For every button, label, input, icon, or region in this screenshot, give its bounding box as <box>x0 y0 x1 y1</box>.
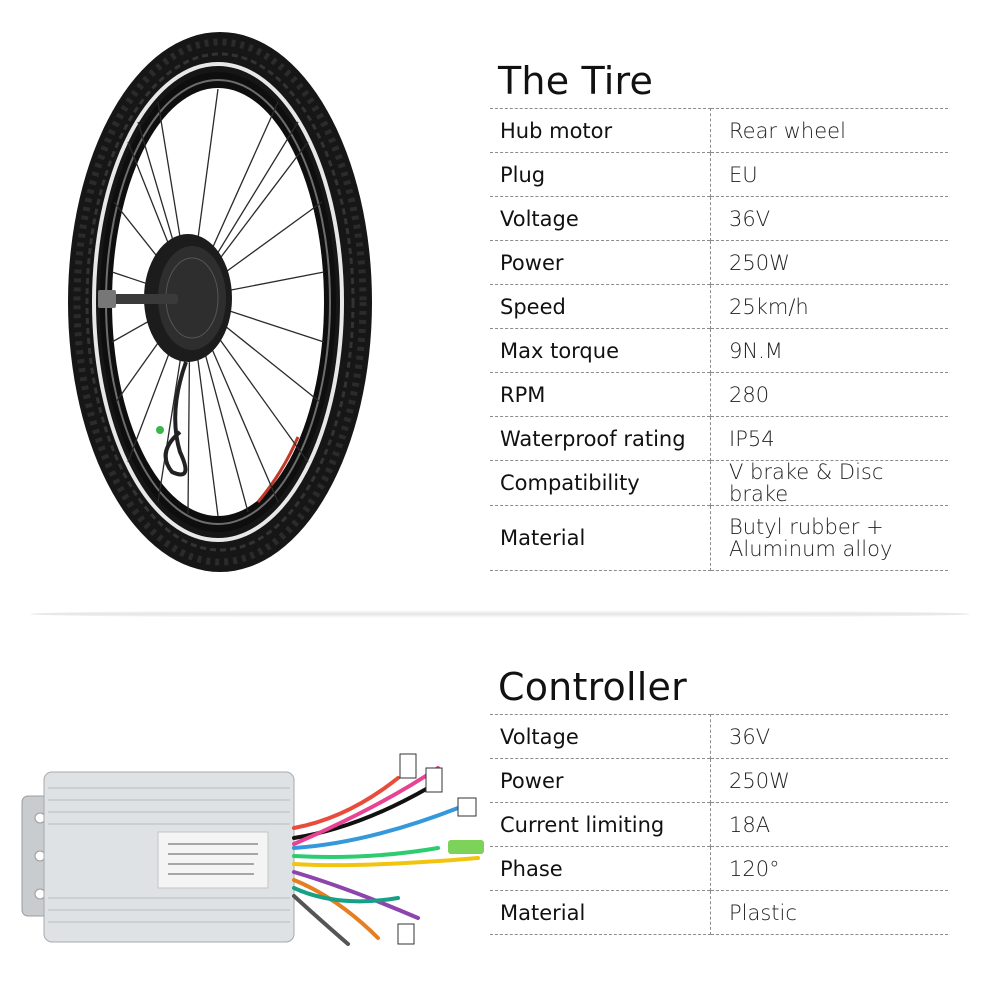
spec-label: Phase <box>490 847 711 891</box>
spec-label: Max torque <box>490 329 711 373</box>
spec-value-line: Butyl rubber + <box>729 515 884 539</box>
table-row <box>490 715 948 759</box>
spec-label: RPM <box>490 373 711 417</box>
table-row <box>490 506 948 571</box>
spec-value: EU <box>711 153 949 197</box>
table-row <box>490 197 948 241</box>
controller-spec-table <box>490 714 948 935</box>
tire-section <box>490 58 948 571</box>
section-divider <box>30 610 970 618</box>
controller-image <box>18 748 488 948</box>
spec-value: 25km/h <box>711 285 949 329</box>
tire-title: The Tire <box>498 59 654 103</box>
tire-spec-table <box>490 108 948 571</box>
table-row <box>490 329 948 373</box>
spec-label: Voltage <box>490 715 711 759</box>
spec-label: Power <box>490 241 711 285</box>
spec-value: 9N.M <box>711 329 949 373</box>
spec-label: Voltage <box>490 197 711 241</box>
spec-value: 36V <box>711 715 949 759</box>
spec-value <box>711 506 949 571</box>
controller-title: Controller <box>498 665 687 709</box>
table-row <box>490 109 948 153</box>
spec-value: Rear wheel <box>711 109 949 153</box>
table-row <box>490 461 948 506</box>
spec-value: IP54 <box>711 417 949 461</box>
table-row <box>490 803 948 847</box>
spec-label: Waterproof rating <box>490 417 711 461</box>
table-row <box>490 847 948 891</box>
wheel-image <box>68 32 388 592</box>
table-row <box>490 153 948 197</box>
table-row <box>490 759 948 803</box>
spec-label: Hub motor <box>490 109 711 153</box>
spec-value: 18A <box>711 803 949 847</box>
table-row <box>490 417 948 461</box>
controller-section <box>490 664 948 935</box>
table-row <box>490 373 948 417</box>
table-row <box>490 241 948 285</box>
spec-value-line: Aluminum alloy <box>729 537 893 561</box>
table-row <box>490 285 948 329</box>
spec-label: Material <box>490 506 711 571</box>
spec-value: 280 <box>711 373 949 417</box>
spec-value: V brake & Disc brake <box>711 461 949 506</box>
spec-value: 36V <box>711 197 949 241</box>
controller-illustration <box>18 748 488 948</box>
spec-label: Plug <box>490 153 711 197</box>
spec-value: 120° <box>711 847 949 891</box>
spec-label: Speed <box>490 285 711 329</box>
spec-label: Material <box>490 891 711 935</box>
table-row <box>490 891 948 935</box>
spec-value: Plastic <box>711 891 949 935</box>
spec-label: Current limiting <box>490 803 711 847</box>
spec-label: Compatibility <box>490 461 711 506</box>
spec-label: Power <box>490 759 711 803</box>
spec-value: 250W <box>711 241 949 285</box>
wheel-illustration <box>68 32 388 592</box>
spec-value: 250W <box>711 759 949 803</box>
